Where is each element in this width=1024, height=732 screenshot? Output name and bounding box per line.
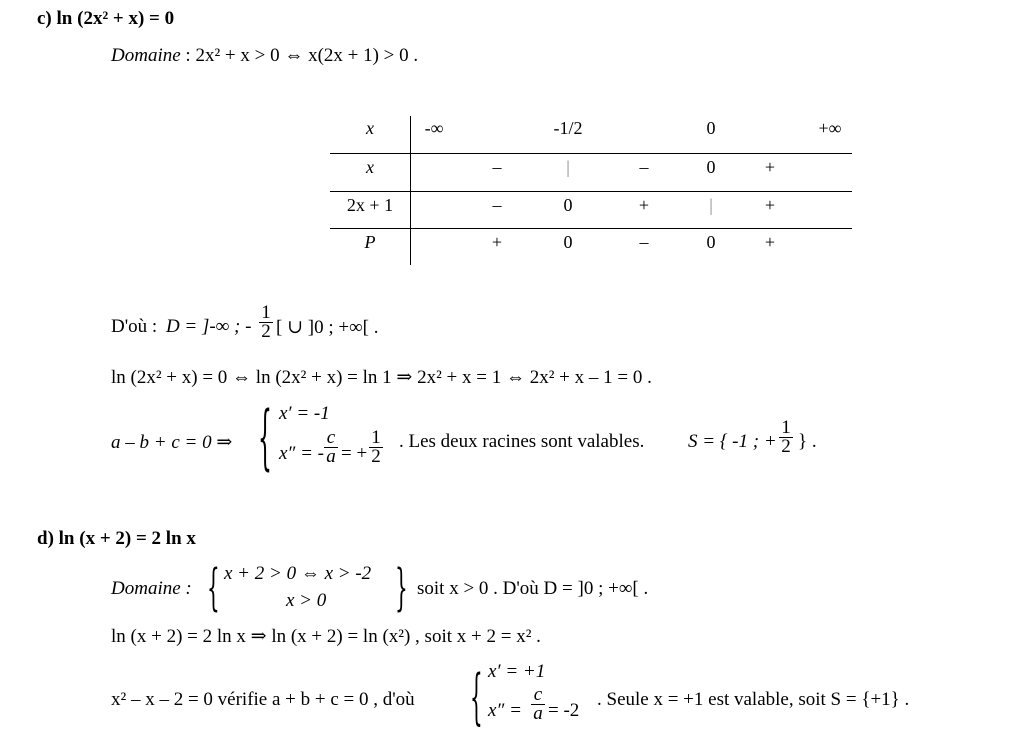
fraction-numerator: 1 [371,427,381,448]
fraction-c-over-a [324,429,338,466]
part-c-domain-line: Domaine : 2x² + x > 0 ⇔ x(2x + 1) > 0 . [111,45,419,66]
root-one: x′ = -1 [279,403,330,424]
table-cell: – [639,232,649,252]
table-cell: + [764,157,776,177]
fraction-denominator: 2 [781,436,791,457]
right-brace: } [395,557,408,617]
domain-condition-two: x > 0 [286,590,327,611]
part-d-domain-result: soit x > 0 . D'où D = ]0 ; +∞[ . [417,578,649,599]
table-cell: + [764,195,776,215]
table-cell: – [492,195,502,215]
part-c-conclusion: . Les deux racines sont valables. [399,431,645,452]
left-brace: { [258,400,272,480]
fraction-numerator: 1 [781,417,791,438]
table-cell: | [566,157,570,177]
part-d-domain-label: Domaine : [111,578,192,599]
part-d-conclusion: . Seule x = +1 est valable, soit S = {+1} . [597,689,910,710]
table-cell: | [709,195,713,215]
root-two-left: x″ = - [279,443,324,464]
part-c-label: c) [37,8,52,29]
fraction-one-half [259,304,273,341]
left-brace: { [207,557,220,617]
fraction-numerator: c [533,684,543,705]
table-cell: + [491,232,503,252]
table-header-value: -∞ [424,118,444,138]
part-d-equation-chain: ln (x + 2) = 2 ln x ⇒ ln (x + 2) = ln (x²) , soit x + 2 = x² . [111,626,541,647]
domain-set-right: [ ∪ ]0 ; +∞[ . [276,317,379,338]
fraction-numerator: 1 [261,302,271,323]
table-header-value: 0 [706,118,716,138]
fraction-denominator: a [326,446,336,467]
fraction-numerator: c [326,427,336,448]
table-cell: 0 [706,232,716,252]
domain-condition-one: x + 2 > 0 ⇔ x > -2 [224,563,372,584]
fraction-denominator: a [533,703,543,724]
sign-table-rule [330,153,852,154]
table-row-label: P [364,232,376,252]
table-row-label: 2x + 1 [346,195,394,215]
table-cell: + [764,232,776,252]
table-cell: 0 [563,195,573,215]
part-c-equation-chain: ln (2x² + x) = 0 ⇔ ln (2x² + x) = ln 1 ⇒ 2x² + x = 1 ⇔ 2x² + x – 1 = 0 . [111,367,652,388]
table-cell: 0 [563,232,573,252]
table-cell: 0 [706,157,716,177]
part-d-title [37,528,196,550]
fraction-denominator: 2 [371,446,381,467]
table-cell: + [638,195,650,215]
abc-condition: a – b + c = 0 ⇒ [111,432,233,453]
part-c-equation: ln (2x² + x) = 0 [56,8,175,29]
table-header-value: -1/2 [553,118,583,138]
fraction-one-half [369,429,383,466]
sign-table-rule [330,228,852,229]
root-two-right: = -2 [548,700,580,721]
solution-set-right: } . [798,431,817,452]
domain-label: Domaine [111,45,181,66]
part-c-title [37,8,174,30]
table-row-label: x [366,157,374,177]
part-d-quadratic: x² – x – 2 = 0 vérifie a + b + c = 0 , d'où [111,689,415,710]
d-ou-label: D'où : [111,316,158,337]
sign-table-rule [330,191,852,192]
root-two-left: x″ = [488,700,522,721]
table-header-var: x [366,118,374,138]
left-brace: { [470,660,483,732]
fraction-c-over-a [531,686,545,723]
table-cell: – [492,157,502,177]
fraction-one-half [779,419,793,456]
part-d-equation: ln (x + 2) = 2 ln x [58,528,196,549]
domain-label: Domaine [111,578,181,599]
solution-set-left: S = { -1 ; + [688,431,777,452]
table-header-value: +∞ [818,118,842,138]
root-two-mid: = + [341,443,368,464]
table-cell: – [639,157,649,177]
root-one: x′ = +1 [488,661,546,682]
part-d-label: d) [37,528,54,549]
domain-set-left: D = ]-∞ ; - [165,316,252,337]
fraction-denominator: 2 [261,321,271,342]
domain-expression: 2x² + x > 0 ⇔ x(2x + 1) > 0 . [195,45,419,66]
part-c-domain-result [111,316,251,338]
